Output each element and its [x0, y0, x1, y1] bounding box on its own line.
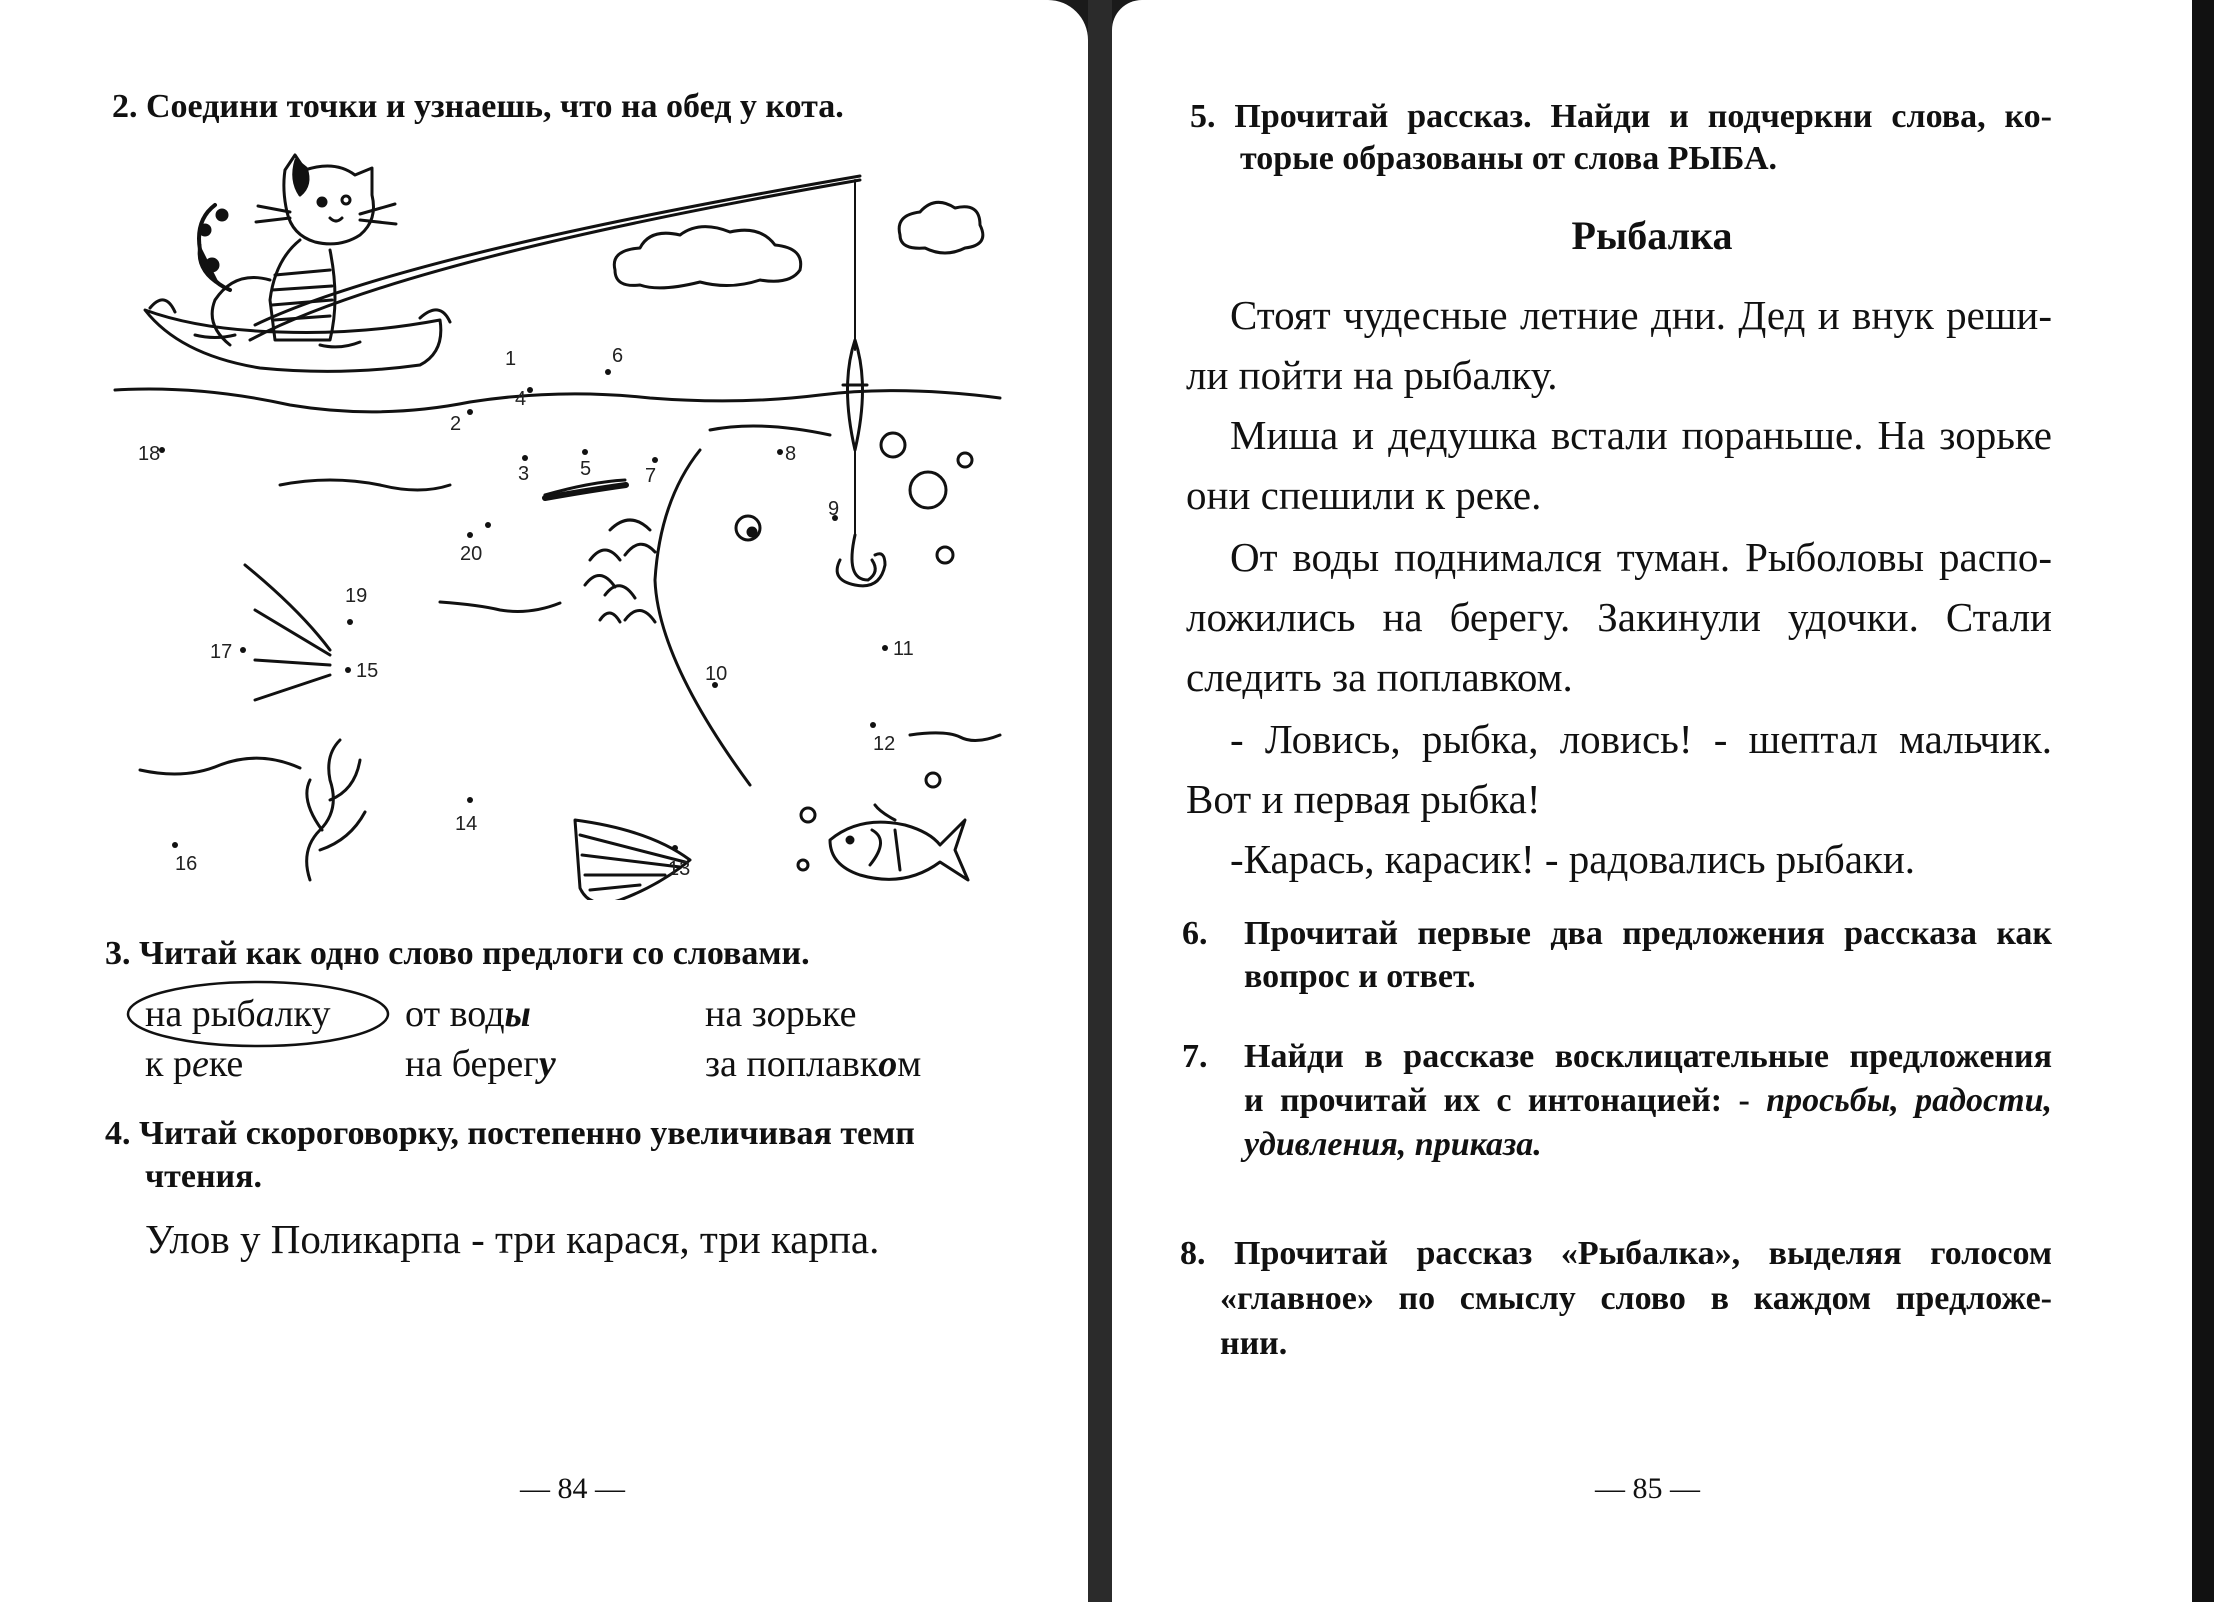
- phrase-k-reke: к реке: [145, 1043, 244, 1085]
- task-7-heading-cont: и прочитай их с интонацией: - просьбы, радости,: [1244, 1082, 2052, 1119]
- seaweed: [307, 740, 365, 880]
- task-2-heading: 2. Соедини точки и узнаешь, что на обед у кота.: [112, 88, 844, 125]
- task-4-heading-cont: чтения.: [145, 1158, 263, 1195]
- story-line-3: Миша и дедушка встали пораньше. На зорьке: [1230, 412, 2052, 458]
- svg-text:4: 4: [515, 388, 527, 410]
- story-line-9: Вот и первая рыбка!: [1186, 776, 1541, 822]
- svg-text:3: 3: [518, 463, 530, 485]
- svg-text:13: 13: [668, 858, 691, 880]
- svg-text:9: 9: [828, 498, 840, 520]
- phrase-na-beregu: на берегу: [405, 1043, 556, 1085]
- story-line-4: они спешили к реке.: [1186, 472, 1542, 518]
- cloud-large: [614, 227, 800, 288]
- dot-to-dot-illustration: [0, 140, 1088, 900]
- water-surface: [115, 389, 1000, 412]
- task-3-heading: 3. Читай как одно слово предлоги со словами.: [105, 935, 810, 972]
- story-title: Рыбалка: [1571, 213, 1733, 258]
- scan-edge: [2192, 0, 2214, 1602]
- left-page: [0, 0, 1088, 1602]
- svg-text:5: 5: [580, 458, 592, 480]
- svg-text:6: 6: [612, 345, 624, 367]
- svg-text:20: 20: [460, 543, 483, 565]
- task-7-heading: Найди в рассказе восклицательные предложения: [1244, 1038, 2052, 1075]
- story-line-2: ли пойти на рыбалку.: [1186, 352, 1558, 398]
- task-8-heading-cont-2: нии.: [1220, 1325, 1288, 1362]
- fish-outline: [655, 450, 750, 785]
- svg-text:2: 2: [450, 413, 462, 435]
- task-8-heading: 8. Прочитай рассказ «Рыбалка», выделяя голосом: [1180, 1235, 2052, 1272]
- svg-text:10: 10: [705, 663, 728, 685]
- task-6-heading-cont: вопрос и ответ.: [1244, 958, 1476, 995]
- task-4-heading: 4. Читай скороговорку, постепенно увеличивая темп: [105, 1115, 915, 1152]
- svg-text:19: 19: [345, 585, 368, 607]
- page-number-right: — 85 —: [1595, 1472, 1700, 1505]
- phrase-za-poplavkom: за поплавком: [705, 1043, 922, 1085]
- svg-text:18: 18: [138, 443, 161, 465]
- task-5-heading-cont: торые образованы от слова РЫБА.: [1240, 140, 1777, 177]
- story-line-10: -Карась, карасик! - радовались рыбаки.: [1230, 836, 1916, 882]
- story-line-8: - Ловись, рыбка, ловись! - шептал мальчик.: [1230, 716, 2052, 762]
- cloud-small: [899, 202, 983, 253]
- svg-text:16: 16: [175, 853, 198, 875]
- fishing-rod: [250, 180, 860, 340]
- task-6-number: 6.: [1182, 915, 1208, 952]
- story-line-7: следить за поплавком.: [1186, 654, 1573, 700]
- float: [848, 340, 863, 450]
- right-page: [1112, 0, 2192, 1602]
- svg-text:12: 12: [873, 733, 896, 755]
- task-6-heading: Прочитай первые два предложения рассказа как: [1244, 915, 2052, 952]
- task-7-number: 7.: [1182, 1038, 1208, 1075]
- story-line-6: ложились на берегу. Закинули удочки. Стали: [1186, 594, 2052, 640]
- phrase-na-zorke: на зорьке: [705, 993, 857, 1035]
- task-7-heading-italic: удивления, приказа.: [1244, 1126, 1542, 1163]
- book-binding: [1088, 0, 1112, 1602]
- phrase-na-rybalku: на рыбалку: [145, 993, 331, 1035]
- story-line-5: От воды поднимался туман. Рыболовы распо-: [1230, 534, 2052, 580]
- cat-illustration: [145, 155, 450, 371]
- story-line-1: Стоят чудесные летние дни. Дед и внук реши-: [1230, 292, 2052, 338]
- task-5-heading: 5. Прочитай рассказ. Найди и подчеркни слова, ко-: [1190, 98, 2052, 135]
- svg-text:1: 1: [505, 348, 517, 370]
- svg-text:14: 14: [455, 813, 478, 835]
- svg-text:17: 17: [210, 641, 233, 663]
- task-8-heading-cont: «главное» по смыслу слово в каждом предложе-: [1220, 1280, 2052, 1317]
- svg-text:7: 7: [645, 465, 657, 487]
- phrase-ot-vody: от воды: [405, 993, 531, 1035]
- svg-text:8: 8: [785, 443, 797, 465]
- tongue-twister: Улов у Поликарпа - три карася, три карпа.: [145, 1216, 880, 1262]
- svg-text:11: 11: [893, 638, 914, 660]
- page-number-left: — 84 —: [520, 1472, 625, 1505]
- svg-text:15: 15: [356, 660, 379, 682]
